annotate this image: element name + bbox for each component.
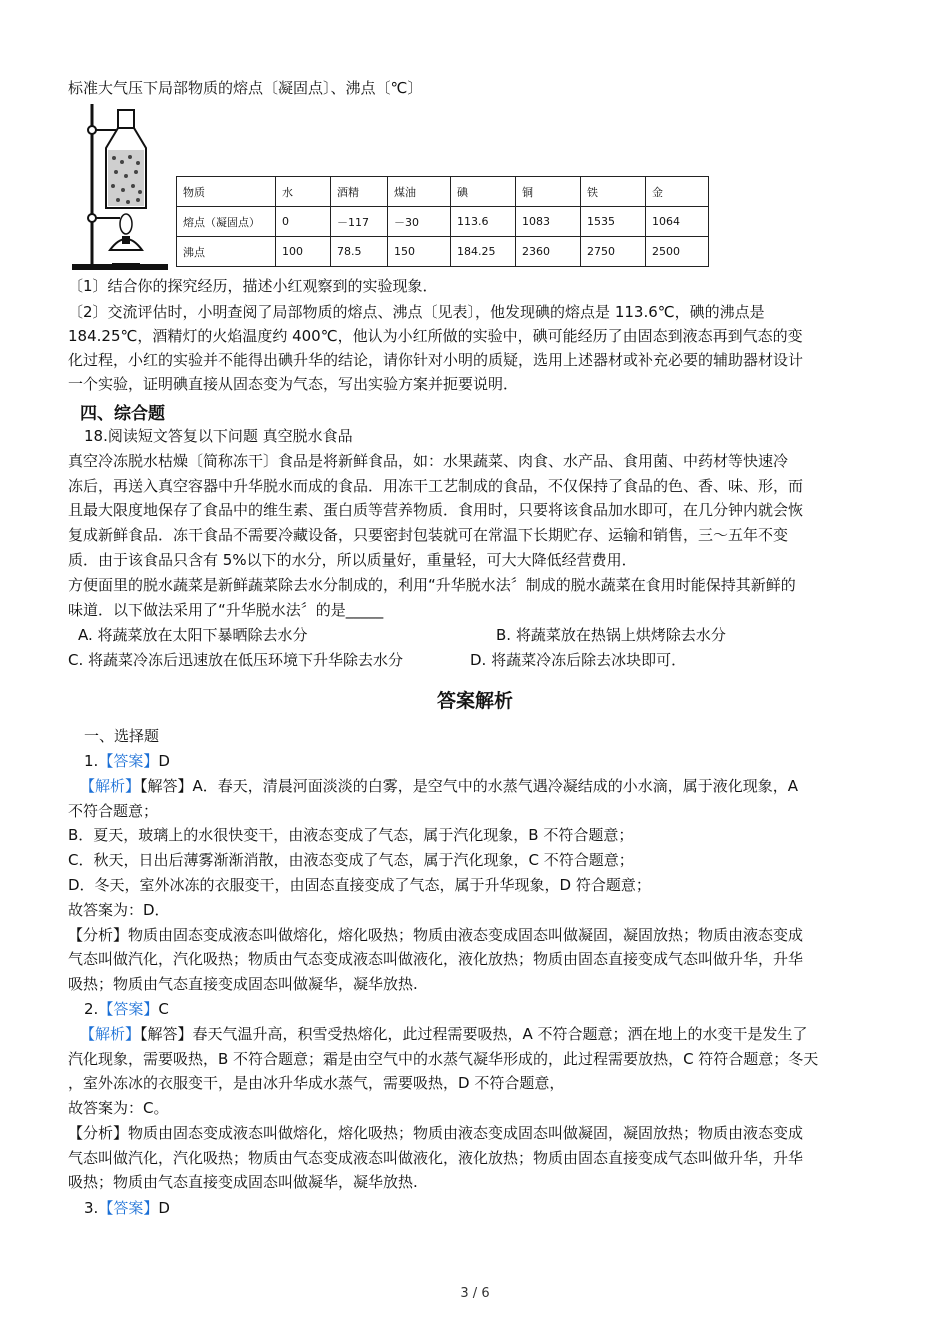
- analysis-line: C．秋天，日出后薄雾渐渐消散，由液态变成了气态，属于汽化现象，C 不符合题意；: [68, 851, 634, 869]
- table-header-cell: 物质: [177, 177, 276, 207]
- q18-option-a: A. 将蔬菜放在太阳下暴晒除去水分: [78, 626, 308, 644]
- q18-option-b: B. 将蔬菜放在热锅上烘烤除去水分: [496, 626, 726, 644]
- q18-passage-line: 复成新鲜食品．冻干食品不需要冷藏设备，只要密封包装就可在常温下长期贮存、运输和销售，三～五年不变: [68, 526, 789, 544]
- answer-1-line: [84, 749, 170, 773]
- answer-tag: 【答案】: [98, 1199, 159, 1217]
- analysis-line: B．夏天，玻璃上的水很快变干，由液态变成了气态，属于汽化现象，B 不符合题意；: [68, 826, 634, 844]
- table-header-cell: 酒精: [331, 177, 388, 207]
- table-header-cell: 金: [646, 177, 709, 207]
- table-header-cell: 煤油: [388, 177, 451, 207]
- analysis-line: 气态叫做汽化，汽化吸热；物质由气态变成液态叫做液化，液化放热；物质由固态直接变成气态叫做升华，升华: [68, 1149, 804, 1167]
- q18-passage-line: 且最大限度地保存了食品中的维生素、蛋白质等营养物质．食用时，只要将该食品加水即可，在几分钟内就会恢: [68, 501, 804, 519]
- analysis-line: [80, 774, 798, 798]
- analysis-line: 【分析】物质由固态变成液态叫做熔化，熔化吸热；物质由液态变成固态叫做凝固，凝固放热；物质由液态变成: [68, 926, 804, 944]
- table-row: [177, 207, 709, 237]
- table-cell: 100: [276, 237, 331, 267]
- analysis-line: 故答案为：C。: [68, 1099, 169, 1117]
- analysis-line: 汽化现象，需要吸热，B 不符合题意；霜是由空气中的水蒸气凝华形成的，此过程需要放热，C 符符合题意；冬天: [68, 1050, 819, 1068]
- q18-option-c: C. 将蔬菜冷冻后迅速放在低压环境下升华除去水分: [68, 651, 404, 669]
- table-row: [177, 237, 709, 267]
- table-header-cell: 碘: [451, 177, 516, 207]
- analysis-tag: 【解析】: [80, 1025, 141, 1043]
- q18-option-d: D. 将蔬菜冷冻后除去冰块即可．: [470, 651, 687, 669]
- q17-part1: 〔1〕结合你的探究经历，描述小红观察到的实验现象．: [68, 277, 438, 295]
- table-header-row: [177, 177, 709, 207]
- q17-part2-line: 184.25℃，酒精灯的火焰温度约 400℃，他认为小红所做的实验中，碘可能经历了由固态到液态再到气态的变: [68, 327, 803, 345]
- analysis-line: ，室外冻冰的衣服变干，是由冰升华成水蒸气，需要吸热，D 不符合题意，: [68, 1074, 565, 1092]
- q17-part2-line: 一个实验，证明碘直接从固态变为气态，写出实验方案并扼要说明．: [68, 375, 519, 393]
- table-cell: 150: [388, 237, 451, 267]
- table-cell: 78.5: [331, 237, 388, 267]
- table-cell: 113.6: [451, 207, 516, 237]
- answer-value: C: [158, 1000, 169, 1018]
- analysis-line: [80, 1022, 808, 1046]
- analysis-text: 【解答】A．春天，清晨河面淡淡的白雾，是空气中的水蒸气遇冷凝结成的小水滴，属于液化现象，A: [140, 777, 799, 795]
- answer-tag: 【答案】: [98, 752, 159, 770]
- q18-passage-line: 质．由于该食品只含有 5%以下的水分，所以质量好，重量轻，可大大降低经营费用．: [68, 551, 637, 569]
- answer-tag: 【答案】: [98, 1000, 159, 1018]
- table-cell: 熔点（凝固点）: [177, 207, 276, 237]
- analysis-line: 气态叫做汽化，汽化吸热；物质由气态变成液态叫做液化，液化放热；物质由固态直接变成气态叫做升华，升华: [68, 950, 804, 968]
- q18-question-line: 方便面里的脱水蔬菜是新鲜蔬菜除去水分制成的，利用“升华脱水法〞制成的脱水蔬菜在食用时能保持其新鲜的: [68, 576, 796, 594]
- table-cell: －117: [331, 207, 388, 237]
- table-cell: 2360: [516, 237, 581, 267]
- q17-part2-line: 化过程，小红的实验并不能得出碘升华的结论，请你针对小明的质疑，选用上述器材或补充必要的辅助器材设计: [68, 351, 804, 369]
- table-cell: 沸点: [177, 237, 276, 267]
- table-cell: 2750: [581, 237, 646, 267]
- table-header-cell: 铜: [516, 177, 581, 207]
- table-cell: 1064: [646, 207, 709, 237]
- melting-boiling-point-table: [176, 176, 709, 267]
- table-cell: 184.25: [451, 237, 516, 267]
- analysis-line: 【分析】物质由固态变成液态叫做熔化，熔化吸热；物质由液态变成固态叫做凝固，凝固放热；物质由液态变成: [68, 1124, 804, 1142]
- q18-question-line: 味道．以下做法采用了“升华脱水法〞的是_____: [68, 601, 384, 619]
- analysis-text: 【解答】春天气温升高，积雪受热熔化，此过程需要吸热，A 不符合题意；洒在地上的水变干是发生了: [140, 1025, 808, 1043]
- answer-value: D: [158, 1199, 170, 1217]
- answer-2-line: [84, 997, 169, 1021]
- table-cell: 1083: [516, 207, 581, 237]
- table-cell: 0: [276, 207, 331, 237]
- q18-title: 18.阅读短文答复以下问题 真空脱水食品: [84, 427, 353, 445]
- analysis-line: 不符合题意；: [68, 802, 159, 820]
- table-header-cell: 水: [276, 177, 331, 207]
- answer-3-line: [84, 1196, 170, 1220]
- analysis-line: 吸热；物质由气态直接变成固态叫做凝华，凝华放热.: [68, 1173, 418, 1191]
- answer-value: D: [158, 752, 170, 770]
- answer-number: 2.: [84, 1000, 99, 1018]
- q18-passage-line: 冻后，再送入真空容器中升华脱水而成的食品．用冻干工艺制成的食品，不仅保持了食品的色、香、味、形，而: [68, 477, 804, 495]
- table-cell: －30: [388, 207, 451, 237]
- table-cell: 1535: [581, 207, 646, 237]
- analysis-tag: 【解析】: [80, 777, 141, 795]
- sublimation-apparatus-illustration: [68, 100, 172, 272]
- answer-subsection-heading: 一、选择题: [84, 727, 160, 745]
- section-heading-comprehensive: 四、综合题: [80, 404, 165, 424]
- page-number: 3 / 6: [460, 1286, 490, 1301]
- q17-part2-line: 〔2〕交流评估时，小明查阅了局部物质的熔点、沸点〔见表〕，他发现碘的熔点是 113.6℃，碘的沸点是: [68, 303, 765, 321]
- table-caption: 标准大气压下局部物质的熔点〔凝固点〕、沸点〔℃〕: [68, 79, 423, 97]
- table-header-cell: 铁: [581, 177, 646, 207]
- answer-number: 1.: [84, 752, 99, 770]
- q18-passage-line: 真空冷冻脱水枯燥〔简称冻干〕食品是将新鲜食品，如：水果蔬菜、肉食、水产品、食用菌、中药材等快速冷: [68, 452, 789, 470]
- analysis-line: 吸热；物质由气态直接变成固态叫做凝华，凝华放热.: [68, 975, 418, 993]
- answer-number: 3.: [84, 1199, 99, 1217]
- answer-section-title: 答案解析: [436, 690, 513, 712]
- table-cell: 2500: [646, 237, 709, 267]
- analysis-line: D．冬天，室外冰冻的衣服变干，由固态直接变成了气态，属于升华现象，D 符合题意；: [68, 876, 651, 894]
- analysis-line: 故答案为：D．: [68, 901, 170, 919]
